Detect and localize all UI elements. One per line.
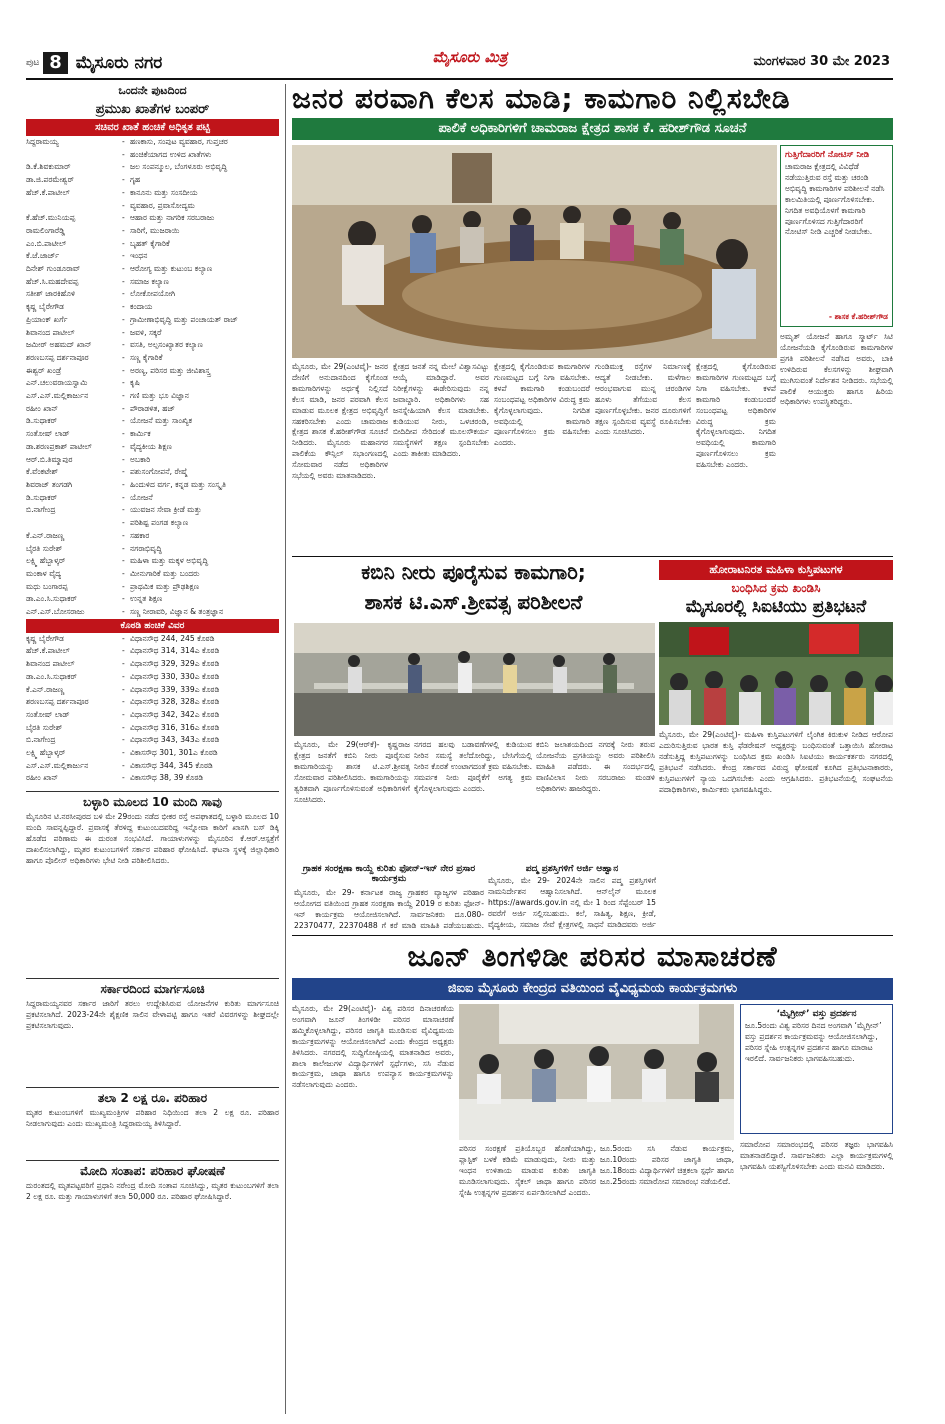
row-name: ಲಕ್ಷ್ಮಿ ಹೆಬ್ಬಾಳ್ಕರ್ [26, 556, 66, 566]
lead-text-column: ಗುಂಡಿಮುಕ್ತ ರಸ್ತೆಗಳ ನಿರ್ಮಾಣಕ್ಕೆ ಆದ್ಯತೆ ನೀಡಬೇಕು. ಮಳೆಗಾಲ ಆರಂಭವಾಗುವ ಮುನ್ನ ಚರಂಡಿಗಳ ಹೂಳು ತೆಗೆಯುವ ಕೆಲಸ ಪೂರ್ಣಗೊಳ್ಳಬೇಕು. ಜನರ ದೂರುಗಳಿಗೆ ತಕ್ಷಣ ಸ್ಪಂದಿಸುವ ವ್ಯವಸ್ಥೆ ರೂಪಿಸಬೇಕು ಎಂದು ಸೂಚಿಸಿದರು. [595, 362, 691, 437]
row-separator: - [122, 149, 125, 159]
ministers-table [26, 136, 279, 619]
column-divider [285, 84, 286, 1414]
table-row [26, 543, 279, 556]
lead-text-column: ಕ್ಷೇತ್ರದಲ್ಲಿ ಕೈಗೊಂಡಿರುವ ಕಾಮಗಾರಿಗಳ ಗುಣಮಟ್ಟದ ಬಗ್ಗೆ ನಿಗಾ ವಹಿಸಬೇಕು. ಕಳಪೆ ಕಾಮಗಾರಿ ಕಂಡುಬಂದರೆ ಸಂಬಂಧಪಟ್ಟ ಅಧಿಕಾರಿಗಳ ವಿರುದ್ಧ ಕ್ರಮ ಕೈಗೊಳ್ಳಲಾಗುವುದು. ನಿಗದಿತ ಅವಧಿಯಲ್ಲಿ ಕಾಮಗಾರಿ ಪೂರ್ಣಗೊಳಿಸಲು ಕ್ರಮ ವಹಿಸಬೇಕು ಎಂದರು. [696, 362, 776, 470]
row-separator: - [122, 479, 125, 489]
row-separator: - [122, 378, 125, 388]
row-name: ಹೆಚ್.ಸಿ.ಮಹದೇವಪ್ಪ [26, 276, 79, 286]
table-row [26, 403, 279, 416]
row-separator: - [122, 773, 125, 783]
kabini-headline: ಕಬಿನಿ ನೀರು ಪೂರೈಸುವ ಕಾಮಗಾರಿ; [361, 560, 586, 584]
row-value: ಸಮಾಜ ಕಲ್ಯಾಣ [130, 276, 169, 286]
row-separator: - [122, 213, 125, 223]
row-value: ವಿಕಾಸಸೌಧ 344, 345 ಕೊಠಡಿ [130, 760, 213, 770]
row-name: ಕೆ.ಜೆ.ಜಾರ್ಜ್ [26, 251, 60, 261]
row-name: ಎನ್.ಎಸ್.ಬೋಸರಾಜು [26, 607, 85, 617]
table-row [26, 504, 279, 517]
row-name: ಬಿ.ನಾಗೇಂದ್ರ [26, 505, 56, 515]
story-body: ಮೃತರ ಕುಟುಂಬಗಳಿಗೆ ಮುಖ್ಯಮಂತ್ರಿಗಳ ಪರಿಹಾರ ನಿಧಿಯಿಂದ ತಲಾ 2 ಲಕ್ಷ ರೂ. ಪರಿಹಾರ ನೀಡಲಾಗುವುದು ಎಂದು ಮುಖ್ಯಮಂತ್ರಿ ಸಿದ್ದರಾಮಯ್ಯ ತಿಳಿಸಿದ್ದಾರೆ. [26, 1108, 279, 1129]
table-row [26, 288, 279, 301]
row-separator: - [122, 633, 125, 643]
table-row [26, 479, 279, 492]
row-separator: - [122, 340, 125, 350]
row-separator: - [122, 137, 125, 146]
page-tag [26, 52, 162, 74]
row-name: ಡಾ.ಶರಣಪ್ರಕಾಶ್ ಪಾಟೀಲ್ [26, 441, 92, 451]
story-headline: ಸರ್ಕಾರದಿಂದ ಮಾರ್ಗಸೂಚಿ [26, 978, 279, 997]
row-value: ಗಣಿ ಮತ್ತು ಭೂ ವಿಜ್ಞಾನ [130, 391, 190, 401]
row-separator: - [122, 556, 125, 566]
dateline: ಮಂಗಳವಾರ 30 ಮೇ 2023 [753, 54, 890, 69]
lead-headline: ಜನರ ಪರವಾಗಿ ಕೆಲಸ ಮಾಡಿ; ಕಾಮಗಾರಿ ನಿಲ್ಲಿಸಬೇಡಿ [292, 82, 791, 115]
row-separator: - [122, 684, 125, 694]
table-row [26, 772, 279, 785]
sidebar-note [780, 145, 893, 327]
row-name: ಶರಣಬಸಪ್ಪ ದರ್ಶನಾಪೂರ [26, 697, 89, 707]
table-row [26, 530, 279, 543]
row-value: ಜಲ ಸಂಪನ್ಮೂಲ, ಬೆಂಗಳೂರು ಅಭಿವೃದ್ಧಿ [130, 162, 228, 172]
table-row [26, 365, 279, 378]
row-value: ಲೋಕೋಪಯೋಗಿ [130, 289, 176, 299]
row-separator: - [122, 352, 125, 362]
row-value: ಯೋಜನೆ ಮತ್ತು ಸಾಂಖ್ಯಿಕ [130, 416, 193, 426]
sidebar-text: ಚಾಮರಾಜ ಕ್ಷೇತ್ರದಲ್ಲಿ ವಿವಿಧೆಡೆ ನಡೆಯುತ್ತಿರುವ ರಸ್ತೆ ಮತ್ತು ಚರಂಡಿ ಅಭಿವೃದ್ಧಿ ಕಾಮಗಾರಿಗಳ ಪರಿಶೀಲನೆ ನಡೆಸಿ ಕಾಲಮಿತಿಯಲ್ಲಿ ಪೂರ್ಣಗೊಳಿಸಬೇಕು. ನಿಗದಿತ ಅವಧಿಯೊಳಗೆ ಕಾಮಗಾರಿ ಪೂರ್ಣಗೊಳಿಸದ ಗುತ್ತಿಗೆದಾರರಿಗೆ ನೋಟಿಸ್ ನೀಡಿ ಎಚ್ಚರಿಕೆ ನೀಡಬೇಕು. [785, 162, 885, 237]
row-name: ಸತೀಶ್ ಜಾರಕಿಹೊಳಿ [26, 289, 76, 299]
page-number: 8 [43, 52, 68, 74]
consumer-body: ಮೈಸೂರು, ಮೇ 29- ಕರ್ನಾಟಕ ರಾಜ್ಯ ಗ್ರಾಹಕರ ವ್ಯಾಜ್ಯಗಳ ಪರಿಹಾರ ಆಯೋಗದ ವತಿಯಿಂದ ಗ್ರಾಹಕ ಸಂರಕ್ಷಣಾ ಕಾಯ್ದೆ 2019 ರ ಕುರಿತು ಫೋನ್-ಇನ್ ಕಾರ್ಯಕ್ರಮ ಆಯೋಜಿಸಲಾಗಿದೆ. ಸಾರ್ವಜನಿಕರು ದೂ.080-22370477, 22370488 ಗೆ ಕರೆ ಮಾಡಿ ಮಾಹಿತಿ ಪಡೆಯಬಹುದು. [294, 888, 484, 930]
row-value: ವಿಧಾನಸೌಧ 343, 343ಎ ಕೊಠಡಿ [130, 735, 220, 745]
table-row [26, 696, 279, 709]
row-value: ವಸತಿ, ಅಲ್ಪಸಂಖ್ಯಾತರ ಕಲ್ಯಾಣ [130, 340, 203, 350]
table-row [26, 441, 279, 454]
environment-text-column: ಮೈಸೂರು, ಮೇ 29(ಎಂಟಿವೈ)- ವಿಶ್ವ ಪರಿಸರ ದಿನಾಚರಣೆಯ ಅಂಗವಾಗಿ ಜೂನ್ ತಿಂಗಳಿಡೀ ಪರಿಸರ ಮಾಸಾಚರಣೆ ಹಮ್ಮಿಕೊಳ್ಳಲಾಗಿದ್ದು, ಪರಿಸರ ಜಾಗೃತಿ ಮೂಡಿಸುವ ವೈವಿಧ್ಯಮಯ ಕಾರ್ಯಕ್ರಮಗಳನ್ನು ಆಯೋಜಿಸಲಾಗಿದೆ ಎಂದು ಕೇಂದ್ರದ ಅಧ್ಯಕ್ಷರು ತಿಳಿಸಿದರು. ನಗರದಲ್ಲಿ ಸುದ್ದಿಗೋಷ್ಠಿಯಲ್ಲಿ ಮಾತನಾಡಿದ ಅವರು, ಶಾಲಾ ಕಾಲೇಜುಗಳ ವಿದ್ಯಾರ್ಥಿಗಳಿಗೆ ಸ್ಪರ್ಧೆಗಳು, ಸಸಿ ನೆಡುವ ಕಾರ್ಯಕ್ರಮ, ಜಾಥಾ ಹಾಗೂ ಉಪನ್ಯಾಸ ಕಾರ್ಯಕ್ರಮಗಳನ್ನು ನಡೆಸಲಾಗುವುದು ಎಂದರು. [292, 1004, 454, 1090]
row-separator: - [122, 365, 125, 375]
row-separator: - [122, 276, 125, 286]
row-name [26, 200, 122, 213]
row-separator: - [122, 467, 125, 477]
row-name: ಬೈರತಿ ಸುರೇಶ್ [26, 722, 63, 732]
table-row [26, 276, 279, 289]
row-separator: - [122, 659, 125, 669]
row-name: ಸಂತೋಷ್ ಲಾಡ್ [26, 709, 70, 719]
row-value: ಸಾರಿಗೆ, ಮುಜರಾಯಿ [130, 225, 180, 235]
portfolio-list-bar: ಸಚಿವರ ಖಾತೆ ಹಂಚಿಕೆ ಅಧಿಕೃತ ಪಟ್ಟಿ [26, 119, 279, 136]
section-rule [292, 935, 893, 936]
lead-text-column: ಕ್ಷೇತ್ರದಲ್ಲಿ ಕೈಗೊಂಡಿರುವ ಕಾಮಗಾರಿಗಳ ಗುಣಮಟ್ಟದ ಬಗ್ಗೆ ನಿಗಾ ವಹಿಸಬೇಕು. ಕಳಪೆ ಕಾಮಗಾರಿ ಕಂಡುಬಂದರೆ ಸಂಬಂಧಪಟ್ಟ ಅಧಿಕಾರಿಗಳ ವಿರುದ್ಧ ಕ್ರಮ ಕೈಗೊಳ್ಳಲಾಗುವುದು. ನಿಗದಿತ ಅವಧಿಯಲ್ಲಿ ಕಾಮಗಾರಿ ಪೂರ್ಣಗೊಳಿಸಲು ಕ್ರಮ ವಹಿಸಬೇಕು ಎಂದರು. [494, 362, 590, 448]
row-separator: - [122, 162, 125, 172]
table-row [26, 225, 279, 238]
row-name: ಡಾ.ಜಿ.ಪರಮೇಶ್ವರ್ [26, 175, 75, 185]
row-value: ಗ್ರಾಮೀಣಾಭಿವೃದ್ಧಿ ಮತ್ತು ಪಂಚಾಯತ್ ರಾಜ್ [130, 314, 238, 324]
row-separator: - [122, 454, 125, 464]
row-name: ಎನ್.ಚಲುವರಾಯಸ್ವಾಮಿ [26, 378, 88, 388]
row-name: ಬೈರತಿ ಸುರೇಶ್ [26, 543, 63, 553]
row-separator: - [122, 327, 125, 337]
consumer-headline: ಗ್ರಾಹಕ ಸಂರಕ್ಷಣಾ ಕಾಯ್ದೆ ಕುರಿತು ಫೋನ್-ಇನ್ ನೇರ ಪ್ರಸಾರ ಕಾರ್ಯಕ್ರಮ [302, 864, 476, 884]
row-value: ವೈದ್ಯಕೀಯ ಶಿಕ್ಷಣ [130, 441, 172, 451]
story-body: ಮೈಸೂರಿನ ಟಿ.ನರಸೀಪುರದ ಬಳಿ ಮೇ 29ರಂದು ನಡೆದ ಭೀಕರ ರಸ್ತೆ ಅಪಘಾತದಲ್ಲಿ ಬಳ್ಳಾರಿ ಮೂಲದ 10 ಮಂದಿ ಸಾವನ್ನಪ್ಪಿದ್ದಾರೆ. ಪ್ರವಾಸಕ್ಕೆ ತೆರಳಿದ್ದ ಕುಟುಂಬದವರಿದ್ದ ಇನ್ನೋವಾ ಕಾರಿಗೆ ಖಾಸಗಿ ಬಸ್ ಡಿಕ್ಕಿ ಹೊಡೆದ ಪರಿಣಾಮ ಈ ದುರಂತ ಸಂಭವಿಸಿದೆ. ಗಾಯಾಳುಗಳನ್ನು ಮೈಸೂರಿನ ಕೆ.ಆರ್.ಆಸ್ಪತ್ರೆಗೆ ದಾಖಲಿಸಲಾಗಿದ್ದು, ಮೃತರ ಕುಟುಂಬಗಳಿಗೆ ಸರ್ಕಾರ ಪರಿಹಾರ ಘೋಷಿಸಿದೆ. ಘಟನಾ ಸ್ಥಳಕ್ಕೆ ಜಿಲ್ಲಾಧಿಕಾರಿ ಹಾಗೂ ಪೊಲೀಸ್ ಅಧಿಕಾರಿಗಳು ಭೇಟಿ ನೀಡಿ ಪರಿಶೀಲಿಸಿದರು. [26, 812, 279, 865]
row-name: ಶಿವಾನಂದ ಪಾಟೀಲ್ [26, 659, 75, 669]
environment-headline: ಜೂನ್ ತಿಂಗಳಿಡೀ ಪರಿಸರ ಮಾಸಾಚರಣೆ [407, 940, 778, 973]
row-value: ವಿಧಾನಸೌಧ 314, 314ಎ ಕೊಠಡಿ [130, 646, 220, 656]
table-row [26, 671, 279, 684]
table-row [26, 390, 279, 403]
row-name: ಎಂ.ಬಿ.ಪಾಟೀಲ್ [26, 238, 67, 248]
environment-subhead: ಜಿಐಐ ಮೈಸೂರು ಕೇಂದ್ರದ ವತಿಯಿಂದ ವೈವಿಧ್ಯಮಯ ಕಾರ್ಯಕ್ರಮಗಳು [292, 978, 893, 1000]
environment-text-column: ಪರಿಸರ ಸಂರಕ್ಷಣೆ ಪ್ರತಿಯೊಬ್ಬರ ಹೊಣೆಯಾಗಿದ್ದು, ಪ್ಲಾಸ್ಟಿಕ್ ಬಳಕೆ ಕಡಿಮೆ ಮಾಡುವುದು, ನೀರು ಮತ್ತು ಇಂಧನ ಉಳಿತಾಯ ಮಾಡುವ ಕುರಿತು ಜಾಗೃತಿ ಮೂಡಿಸಲಾಗುವುದು. ಸೈಕಲ್ ಜಾಥಾ ಹಾಗೂ ಪರಿಸರ ಸ್ನೇಹಿ ಉತ್ಪನ್ನಗಳ ಪ್ರದರ್ಶನ ಏರ್ಪಡಿಸಲಾಗಿದೆ ಎಂದರು. [459, 1144, 596, 1197]
table-row [26, 149, 279, 162]
row-value: ಹಿಂದುಳಿದ ವರ್ಗ, ಕನ್ನಡ ಮತ್ತು ಸಂಸ್ಕೃತಿ [130, 479, 226, 489]
lead-subhead: ಪಾಲಿಕೆ ಅಧಿಕಾರಿಗಳಿಗೆ ಚಾಮರಾಜ ಕ್ಷೇತ್ರದ ಶಾಸಕ ಕೆ. ಹರೀಶ್‌ಗೌಡ ಸೂಚನೆ [292, 118, 893, 140]
sidebar-signature: - ಶಾಸಕ ಕೆ.ಹರೀಶ್‌ಗೌಡ [828, 312, 888, 321]
row-value: ವಿಧಾನಸೌಧ 328, 328ಎ ಕೊಠಡಿ [130, 697, 220, 707]
row-separator: - [122, 646, 125, 656]
table-row [26, 136, 279, 149]
row-separator: - [122, 760, 125, 770]
row-value: ಹಂಚಿಕೆಯಾಗದ ಉಳಿದ ಖಾತೆಗಳು [130, 149, 212, 159]
row-name: ಎಸ್.ಎಸ್.ಮಲ್ಲಿಕಾರ್ಜುನ [26, 391, 89, 401]
protest-kicker-line2: ಬಂಧಿಸಿದ ಕ್ರಮ ಖಂಡಿಸಿ [731, 581, 821, 595]
page-label: ಪುಟ [26, 58, 40, 68]
row-name: ಮಂಕಾಳ ವೈದ್ಯ [26, 568, 62, 578]
row-name: ಕೆ.ಎನ್.ರಾಜಣ್ಣ [26, 530, 65, 540]
row-name: ಕೃಷ್ಣ ಬೈರೇಗೌಡ [26, 633, 64, 643]
table-row [26, 352, 279, 365]
table-row [26, 760, 279, 773]
environment-text-column: ಸಮಾರೋಪ ಸಮಾರಂಭದಲ್ಲಿ ಪರಿಸರ ತಜ್ಞರು ಭಾಗವಹಿಸಿ ಮಾತನಾಡಲಿದ್ದಾರೆ. ಸಾರ್ವಜನಿಕರು ಎಲ್ಲಾ ಕಾರ್ಯಕ್ರಮಗಳಲ್ಲಿ ಭಾಗವಹಿಸಿ ಯಶಸ್ವಿಗೊಳಿಸಬೇಕು ಎಂದು ಮನವಿ ಮಾಡಿದರು. [740, 1140, 893, 1171]
row-separator: - [122, 581, 125, 591]
row-value: ವಿಧಾನಸೌಧ 339, 339ಎ ಕೊಠಡಿ [130, 684, 220, 694]
table-row [26, 645, 279, 658]
row-value: ವಿಧಾನಸೌಧ 244, 245 ಕೊಠಡಿ [130, 633, 215, 643]
continued-label: ಒಂದನೇ ಪುಟದಿಂದ [118, 84, 187, 97]
row-value: ಅಬಕಾರಿ [130, 454, 151, 464]
row-value: ಮೀನುಗಾರಿಕೆ ಮತ್ತು ಬಂದರು [130, 568, 200, 578]
row-value: ಕಂದಾಯ [130, 302, 153, 312]
padma-headline: ಪದ್ಮ ಪ್ರಶಸ್ತಿಗಳಿಗೆ ಅರ್ಜಿ ಆಹ್ವಾನ [525, 864, 619, 874]
table-row [26, 212, 279, 225]
row-separator: - [122, 671, 125, 681]
row-name: ಎಸ್.ಎಸ್.ಮಲ್ಲಿಕಾರ್ಜುನ [26, 760, 89, 770]
table-row [26, 606, 279, 619]
table-row [26, 492, 279, 505]
story-headline: ಮೋದಿ ಸಂತಾಪ: ಪರಿಹಾರ ಘೋಷಣೆ [26, 1160, 279, 1179]
row-value: ಸಣ್ಣ ನೀರಾವರಿ, ವಿಜ್ಞಾನ & ತಂತ್ರಜ್ಞಾನ [130, 607, 224, 617]
row-name: ಡಿ.ಸುಧಾಕರ್ [26, 416, 58, 426]
masthead-logo: ಮೈಸೂರು ಮಿತ್ರ [432, 48, 508, 66]
table-row [26, 734, 279, 747]
row-value: ಸಹಕಾರ [130, 530, 150, 540]
row-separator: - [122, 568, 125, 578]
table-row [26, 238, 279, 251]
row-name: ಮಧು ಬಂಗಾರಪ್ಪ [26, 581, 68, 591]
press-meet-photo [459, 1004, 734, 1140]
row-value: ಕಾರ್ಮಿಕ [130, 429, 151, 439]
row-separator: - [122, 735, 125, 745]
row-value: ಸಣ್ಣ ಕೈಗಾರಿಕೆ [130, 352, 163, 362]
section-name: ಮೈಸೂರು ನಗರ [75, 53, 163, 73]
row-separator: - [122, 200, 125, 210]
header-rule [26, 78, 893, 80]
row-separator: - [122, 748, 125, 758]
row-name: ಆರ್.ಬಿ.ತಿಮ್ಮಾಪುರ [26, 454, 73, 464]
row-value: ಬೃಹತ್ ಕೈಗಾರಿಕೆ [130, 238, 170, 248]
environment-text-column: ಜೂ.5ರಂದು ಸಸಿ ನೆಡುವ ಕಾರ್ಯಕ್ರಮ, ಜೂ.10ರಂದು ಪರಿಸರ ಜಾಗೃತಿ ಜಾಥಾ, ಜೂ.18ರಂದು ವಿದ್ಯಾರ್ಥಿಗಳಿಗೆ ಚಿತ್ರಕಲಾ ಸ್ಪರ್ಧೆ ಹಾಗೂ ಜೂ.25ರಂದು ಸಮಾರೋಪ ಸಮಾರಂಭ ನಡೆಯಲಿದೆ. [600, 1144, 734, 1186]
left-column [26, 84, 279, 1227]
section-rule [292, 556, 893, 557]
row-name: ಕೃಷ್ಣ ಬೈರೇಗೌಡ [26, 302, 64, 312]
table-row [26, 454, 279, 467]
kabini-headline-line2: ಶಾಸಕ ಟಿ.ಎಸ್.ಶ್ರೀವತ್ಸ ಪರಿಶೀಲನೆ [364, 590, 583, 614]
row-separator: - [122, 722, 125, 732]
sidebar-title: ಗುತ್ತಿಗೆದಾರರಿಗೆ ನೋಟಿಸ್ ನೀಡಿ [785, 150, 870, 160]
row-value: ವಿಧಾನಸೌಧ 329, 329ಎ ಕೊಠಡಿ [130, 659, 220, 669]
row-value: ವ್ಯವಹಾರ, ಪ್ರವಾಸೋದ್ಯಮ [130, 200, 195, 210]
story-body: ದುರಂತದಲ್ಲಿ ಮೃತಪಟ್ಟವರಿಗೆ ಪ್ರಧಾನಿ ನರೇಂದ್ರ ಮೋದಿ ಸಂತಾಪ ಸೂಚಿಸಿದ್ದು, ಮೃತರ ಕುಟುಂಬಗಳಿಗೆ ತಲಾ 2 ಲಕ್ಷ ರೂ. ಮತ್ತು ಗಾಯಾಳುಗಳಿಗೆ ತಲಾ 50,000 ರೂ. ಪರಿಹಾರ ಘೋಷಿಸಿದ್ದಾರೆ. [26, 1181, 279, 1202]
row-separator: - [122, 594, 125, 604]
row-name: ಪ್ರಿಯಾಂಕ್ ಖರ್ಗೆ [26, 314, 68, 324]
story-headline: ತಲಾ 2 ಲಕ್ಷ ರೂ. ಪರಿಹಾರ [26, 1087, 279, 1106]
table-row [26, 428, 279, 441]
lead-text-column: ಅಮೃತ್ ಯೋಜನೆ ಹಾಗೂ ಸ್ಮಾರ್ಟ್ ಸಿಟಿ ಯೋಜನೆಯಡಿ ಕೈಗೊಂಡಿರುವ ಕಾಮಗಾರಿಗಳ ಪ್ರಗತಿ ಪರಿಶೀಲನೆ ನಡೆಸಿದ ಅವರು, ಬಾಕಿ ಉಳಿದಿರುವ ಕೆಲಸಗಳನ್ನು ಶೀಘ್ರವಾಗಿ ಮುಗಿಸುವಂತೆ ನಿರ್ದೇಶನ ನೀಡಿದರು. ಸಭೆಯಲ್ಲಿ ಪಾಲಿಕೆ ಆಯುಕ್ತರು ಹಾಗೂ ಹಿರಿಯ ಅಧಿಕಾರಿಗಳು ಉಪಸ್ಥಿತರಿದ್ದರು. [780, 332, 893, 407]
row-name: ಜಮೀರ್ ಅಹಮದ್ ಖಾನ್ [26, 340, 92, 350]
row-name: ಡಾ.ಎಂ.ಸಿ.ಸುಧಾಕರ್ [26, 594, 77, 604]
row-name: ಕೆ.ವೆಂಕಟೇಶ್ [26, 467, 59, 477]
row-value: ಗೃಹ [130, 175, 141, 185]
row-name: ಶರಣಬಸಪ್ಪ ದರ್ಶನಾಪೂರ [26, 352, 89, 362]
row-value: ಪ್ರಾಥಮಿಕ ಮತ್ತು ಪ್ರೌಢಶಿಕ್ಷಣ [130, 581, 200, 591]
lead-text-column: ಕ್ಷೇತ್ರದ ಜನತೆ ನನ್ನ ಮೇಲೆ ವಿಶ್ವಾಸವಿಟ್ಟು ಆಯ್ಕೆ ಮಾಡಿದ್ದಾರೆ. ಅವರ ನಿರೀಕ್ಷೆಗಳನ್ನು ಈಡೇರಿಸುವುದು ನನ್ನ ಜವಾಬ್ದಾರಿ. ಅಧಿಕಾರಿಗಳು ಸಹ ಜನಸ್ನೇಹಿಯಾಗಿ ಕೆಲಸ ಮಾಡಬೇಕು. ಕುಡಿಯುವ ನೀರು, ಒಳಚರಂಡಿ, ಬೀದಿದೀಪ ಸೇರಿದಂತೆ ಮೂಲಸೌಕರ್ಯ ಸಮಸ್ಯೆಗಳಿಗೆ ತಕ್ಷಣ ಸ್ಪಂದಿಸಬೇಕು ಎಂದು ತಾಕೀತು ಮಾಡಿದರು. [393, 362, 489, 459]
row-name: ಹೆಚ್.ಕೆ.ಪಾಟೀಲ್ [26, 646, 70, 656]
exhibition-body: ಜೂ.5ರಂದು ವಿಶ್ವ ಪರಿಸರ ದಿನದ ಅಂಗವಾಗಿ ‘ಮೈಗ್ರೀನ್’ ವಸ್ತು ಪ್ರದರ್ಶನ ಕಾರ್ಯಕ್ರಮವನ್ನು ಆಯೋಜಿಸಲಾಗಿದ್ದು, ಪರಿಸರ ಸ್ನೇಹಿ ಉತ್ಪನ್ನಗಳ ಪ್ರದರ್ಶನ ಹಾಗೂ ಮಾರಾಟ ಇರಲಿದೆ. ಸಾರ್ವಜನಿಕರು ಭಾಗವಹಿಸಬಹುದು. [745, 1021, 882, 1063]
row-value: ಜವಳಿ, ಸಕ್ಕರೆ [130, 327, 162, 337]
table-row [26, 555, 279, 568]
row-value: ವಿಧಾನಸೌಧ 342, 342ಎ ಕೊಠಡಿ [130, 709, 220, 719]
row-separator: - [122, 505, 125, 515]
row-separator: - [122, 391, 125, 401]
row-value: ಆಹಾರ ಮತ್ತು ನಾಗರಿಕ ಸರಬರಾಜು [130, 213, 215, 223]
row-name [26, 149, 122, 162]
row-value: ವಿಧಾನಸೌಧ 316, 316ಎ ಕೊಠಡಿ [130, 722, 220, 732]
padma-body: ಮೈಸೂರು, ಮೇ 29- 2024ನೇ ಸಾಲಿನ ಪದ್ಮ ಪ್ರಶಸ್ತಿಗಳಿಗೆ ನಾಮನಿರ್ದೇಶನ ಆಹ್ವಾನಿಸಲಾಗಿದೆ. ಆನ್‌ಲೈನ್ ಮೂಲಕ https://awards.gov.in ನಲ್ಲಿ ಮೇ 1 ರಿಂದ ಸೆಪ್ಟೆಂಬರ್ 15 ರವರೆಗೆ ಅರ್ಜಿ ಸಲ್ಲಿಸಬಹುದು. ಕಲೆ, ಸಾಹಿತ್ಯ, ಶಿಕ್ಷಣ, ಕ್ರೀಡೆ, ವೈದ್ಯಕೀಯ, ಸಮಾಜ ಸೇವೆ ಕ್ಷೇತ್ರಗಳಲ್ಲಿ ಸಾಧನೆ ಮಾಡಿದವರು ಅರ್ಜಿ [488, 876, 656, 929]
table-row [26, 684, 279, 697]
row-value: ಕಾನೂನು ಮತ್ತು ಸಂಸದೀಯ [130, 187, 198, 197]
row-value: ಮಹಿಳಾ ಮತ್ತು ಮಕ್ಕಳ ಅಭಿವೃದ್ಧಿ [130, 556, 209, 566]
table-row [26, 263, 279, 276]
room-list-bar: ಕೊಠಡಿ ಹಂಚಿಕೆ ವಿವರ [26, 619, 279, 633]
table-row [26, 250, 279, 263]
row-separator: - [122, 518, 125, 528]
row-name: ಲಕ್ಷ್ಮಿ ಹೆಬ್ಬಾಳ್ಕರ್ [26, 748, 66, 758]
table-row [26, 658, 279, 671]
table-row [26, 466, 279, 479]
table-row [26, 200, 279, 213]
table-row [26, 377, 279, 390]
row-separator: - [122, 530, 125, 540]
table-row [26, 161, 279, 174]
table-row [26, 301, 279, 314]
row-value: ಯುವಜನ ಸೇವಾ ಕ್ರೀಡೆ ಮತ್ತು [130, 505, 202, 515]
table-row [26, 581, 279, 594]
row-value: ಉನ್ನತ ಶಿಕ್ಷಣ [130, 594, 163, 604]
row-name: ಡಿ.ಕೆ.ಶಿವಕುಮಾರ್ [26, 162, 71, 172]
row-value: ವಿಕಾಸಸೌಧ 38, 39 ಕೊಠಡಿ [130, 773, 204, 783]
row-value: ಅರಣ್ಯ, ಪರಿಸರ ಮತ್ತು ಜೀವಿಶಾಸ್ತ್ರ [130, 365, 211, 375]
protest-photo [659, 622, 893, 725]
exhibition-box [740, 1004, 893, 1134]
meeting-photo [292, 145, 777, 358]
row-value: ಪೌರಾಡಳಿತ, ಹಜ್ [130, 403, 176, 413]
row-value: ಪರಿಶಿಷ್ಟ ಪಂಗಡ ಕಲ್ಯಾಣ [130, 518, 189, 528]
row-value: ವಿಕಾಸಸೌಧ 301, 301ಎ ಕೊಠಡಿ [130, 748, 218, 758]
row-value: ವಿಧಾನಸೌಧ 330, 330ಎ ಕೊಠಡಿ [130, 671, 220, 681]
story-headline: ಬಳ್ಳಾರಿ ಮೂಲದ 10 ಮಂದಿ ಸಾವು [26, 791, 279, 810]
row-name: ಸಿದ್ದರಾಮಯ್ಯ [26, 137, 59, 146]
row-separator: - [122, 225, 125, 235]
table-row [26, 722, 279, 735]
row-separator: - [122, 492, 125, 502]
row-separator: - [122, 441, 125, 451]
table-row [26, 339, 279, 352]
lead-text-column: ಮೈಸೂರು, ಮೇ 29(ಎಂಟಿವೈ)- ಜನರ ದೇಣಿಗೆ ಅನುದಾನದಿಂದ ಕೈಗೊಂಡ ಕಾಮಗಾರಿಗಳನ್ನು ಅರ್ಧಕ್ಕೆ ನಿಲ್ಲಿಸದೆ ಕೆಲಸ ಮಾಡಿ, ಜನರ ಪರವಾಗಿ ಕೆಲಸ ಮಾಡುವ ಮೂಲಕ ಕ್ಷೇತ್ರದ ಅಭಿವೃದ್ಧಿಗೆ ಸಹಕರಿಸಬೇಕು ಎಂದು ಚಾಮರಾಜ ಕ್ಷೇತ್ರದ ಶಾಸಕ ಕೆ.ಹರೀಶ್‌ಗೌಡ ಸೂಚನೆ ನೀಡಿದರು. ಮೈಸೂರು ಮಹಾನಗರ ಪಾಲಿಕೆಯ ಕೌನ್ಸಿಲ್ ಸಭಾಂಗಣದಲ್ಲಿ ಸೋಮವಾರ ನಡೆದ ಅಧಿಕಾರಿಗಳ ಸಭೆಯಲ್ಲಿ ಅವರು ಮಾತನಾಡಿದರು. [292, 362, 388, 481]
row-value: ಕೃಷಿ [130, 378, 140, 388]
row-name: ಸಂತೋಷ್ ಲಾಡ್ [26, 429, 70, 439]
row-separator: - [122, 187, 125, 197]
row-name: ರಾಮಲಿಂಗಾರೆಡ್ಡಿ [26, 225, 65, 235]
table-row [26, 415, 279, 428]
table-row [26, 517, 279, 530]
row-name [26, 517, 122, 530]
protest-headline: ಮೈಸೂರಲ್ಲಿ ಸಿಐಟಿಯು ಪ್ರತಿಭಟನೆ [685, 597, 867, 617]
row-name: ರಹೀಂ ಖಾನ್ [26, 773, 59, 783]
table-row [26, 593, 279, 606]
table-row [26, 709, 279, 722]
row-name: ಕೆ.ಎನ್.ರಾಜಣ್ಣ [26, 684, 65, 694]
row-name: ಡಿ.ಸುಧಾಕರ್ [26, 492, 58, 502]
kabini-text-column: ಕಬಿನಿ ಜಲಾಶಯದಿಂದ ನಗರಕ್ಕೆ ನೀರು ತರುವ ಯೋಜನೆಯ ಪ್ರಗತಿಯನ್ನು ಅವರು ಪರಿಶೀಲಿಸಿ ಮಾಹಿತಿ ಪಡೆದರು. ಈ ಸಂದರ್ಭದಲ್ಲಿ ವಾಣಿವಿಲಾಸ ನೀರು ಸರಬರಾಜು ಮಂಡಳಿ ಅಧಿಕಾರಿಗಳು ಹಾಜರಿದ್ದರು. [536, 740, 655, 793]
row-separator: - [122, 429, 125, 439]
story-body: ಸಿದ್ದರಾಮಯ್ಯನವರ ಸರ್ಕಾರ ಜಾರಿಗೆ ತರಲು ಉದ್ದೇಶಿಸಿರುವ ಯೋಜನೆಗಳ ಕುರಿತು ಮಾರ್ಗಸೂಚಿ ಪ್ರಕಟಿಸಲಾಗಿದೆ. 2023-24ನೇ ಶೈಕ್ಷಣಿಕ ಸಾಲಿನ ವೇಳಾಪಟ್ಟಿ ಹಾಗೂ ಇತರೆ ವಿವರಗಳನ್ನು ಶೀಘ್ರದಲ್ಲೇ ಪ್ರಕಟಿಸಲಾಗುವುದು. [26, 999, 279, 1030]
kabini-text-column: ನಗರದ ಹಲವು ಬಡಾವಣೆಗಳಲ್ಲಿ ಕುಡಿಯುವ ನೀರಿನ ಸಮಸ್ಯೆ ತಲೆದೋರಿದ್ದು, ಬೇಸಿಗೆಯಲ್ಲಿ ನೀರಿನ ಕೊರತೆ ಉಂಟಾಗದಂತೆ ಕ್ರಮ ವಹಿಸಬೇಕು. ಸಮರ್ಪಕ ನೀರು ಪೂರೈಕೆಗೆ ಅಗತ್ಯ ಕ್ರಮ ಕೈಗೊಳ್ಳಲಾಗುವುದು ಎಂದರು. [414, 740, 532, 793]
row-separator: - [122, 314, 125, 324]
kabini-text-column: ಮೈಸೂರು, ಮೇ 29(ಆರ್‌ಕೆ)- ಕೃಷ್ಣರಾಜ ಕ್ಷೇತ್ರದ ಜನತೆಗೆ ಕಬಿನಿ ನೀರು ಪೂರೈಸುವ ಕಾಮಗಾರಿಯನ್ನು ಶಾಸಕ ಟಿ.ಎಸ್.ಶ್ರೀವತ್ಸ ಸೋಮವಾರ ಪರಿಶೀಲಿಸಿದರು. ಕಾಮಗಾರಿಯನ್ನು ತ್ವರಿತವಾಗಿ ಪೂರ್ಣಗೊಳಿಸುವಂತೆ ಅಧಿಕಾರಿಗಳಿಗೆ ಸೂಚಿಸಿದರು. [294, 740, 410, 804]
row-separator: - [122, 251, 125, 261]
row-value: ಆರೋಗ್ಯ ಮತ್ತು ಕುಟುಂಬ ಕಲ್ಯಾಣ [130, 264, 213, 274]
row-separator: - [122, 607, 125, 617]
row-name: ಕೆ.ಹೆಚ್.ಮುನಿಯಪ್ಪ [26, 213, 76, 223]
row-name: ಶಿವರಾಜ್ ತಂಗಡಗಿ [26, 479, 73, 489]
row-value: ಹಣಕಾಸು, ಸಂಪುಟ ವ್ಯವಹಾರ, ಗುಪ್ತಚರ [130, 137, 228, 146]
exhibition-title: ‘ಮೈಗ್ರೀನ್’ ವಸ್ತು ಪ್ರದರ್ಶನ [776, 1009, 857, 1019]
table-row [26, 327, 279, 340]
rooms-table [26, 633, 279, 785]
row-separator: - [122, 264, 125, 274]
table-row [26, 174, 279, 187]
protest-kicker: ಹೋರಾಟನಿರತ ಮಹಿಳಾ ಕುಸ್ತಿಪಟುಗಳ [659, 560, 893, 580]
portfolio-headline: ಪ್ರಮುಖ ಖಾತೆಗಳ ಬಂಪರ್ [95, 102, 210, 117]
row-separator: - [122, 289, 125, 299]
row-separator: - [122, 416, 125, 426]
table-row [26, 314, 279, 327]
row-separator: - [122, 709, 125, 719]
row-name: ಶಿವಾನಂದ ಪಾಟೀಲ್ [26, 327, 75, 337]
row-separator: - [122, 238, 125, 248]
row-name: ಡಾ.ಎಂ.ಸಿ.ಸುಧಾಕರ್ [26, 671, 77, 681]
row-value: ಯೋಜನೆ [130, 492, 153, 502]
row-separator: - [122, 302, 125, 312]
row-separator: - [122, 543, 125, 553]
table-row [26, 568, 279, 581]
row-name: ಬಿ.ನಾಗೇಂದ್ರ [26, 735, 56, 745]
table-row [26, 633, 279, 646]
row-value: ನಗರಾಭಿವೃದ್ಧಿ [130, 543, 162, 553]
row-separator: - [122, 697, 125, 707]
page-header [0, 0, 945, 80]
row-value: ಇಂಧನ [130, 251, 148, 261]
waterworks-photo [294, 623, 655, 736]
row-separator: - [122, 175, 125, 185]
row-name: ಈಶ್ವರ್ ಖಂಡ್ರೆ [26, 365, 62, 375]
table-row [26, 747, 279, 760]
table-row [26, 187, 279, 200]
protest-body: ಮೈಸೂರು, ಮೇ 29(ಎಂಟಿವೈ)- ಮಹಿಳಾ ಕುಸ್ತಿಪಟುಗಳಿಗೆ ಲೈಂಗಿಕ ಕಿರುಕುಳ ನೀಡಿದ ಆರೋಪ ಎದುರಿಸುತ್ತಿರುವ ಭಾರತ ಕುಸ್ತಿ ಫೆಡರೇಷನ್ ಅಧ್ಯಕ್ಷರನ್ನು ಬಂಧಿಸುವಂತೆ ಒತ್ತಾಯಿಸಿ ಹೋರಾಟ ನಡೆಸುತ್ತಿದ್ದ ಕುಸ್ತಿಪಟುಗಳನ್ನು ಬಂಧಿಸಿದ ಕ್ರಮ ಖಂಡಿಸಿ ಸಿಐಟಿಯು ಕಾರ್ಯಕರ್ತರು ನಗರದಲ್ಲಿ ಪ್ರತಿಭಟನೆ ನಡೆಸಿದರು. ಕೇಂದ್ರ ಸರ್ಕಾರದ ವಿರುದ್ಧ ಘೋಷಣೆ ಕೂಗಿದ ಪ್ರತಿಭಟನಾಕಾರರು, ಕುಸ್ತಿಪಟುಗಳಿಗೆ ನ್ಯಾಯ ಒದಗಿಸಬೇಕು ಎಂದು ಆಗ್ರಹಿಸಿದರು. ಪ್ರತಿಭಟನೆಯಲ್ಲಿ ಸಂಘಟನೆಯ ಪದಾಧಿಕಾರಿಗಳು, ಕಾರ್ಮಿಕರು ಭಾಗವಹಿಸಿದ್ದರು. [659, 730, 893, 794]
row-separator: - [122, 403, 125, 413]
row-value: ಪಶುಸಂಗೋಪನೆ, ರೇಷ್ಮೆ [130, 467, 188, 477]
row-name: ದಿನೇಶ್ ಗುಂಡೂರಾವ್ [26, 264, 81, 274]
row-name: ರಹೀಂ ಖಾನ್ [26, 403, 59, 413]
row-name: ಹೆಚ್.ಕೆ.ಪಾಟೀಲ್ [26, 187, 70, 197]
